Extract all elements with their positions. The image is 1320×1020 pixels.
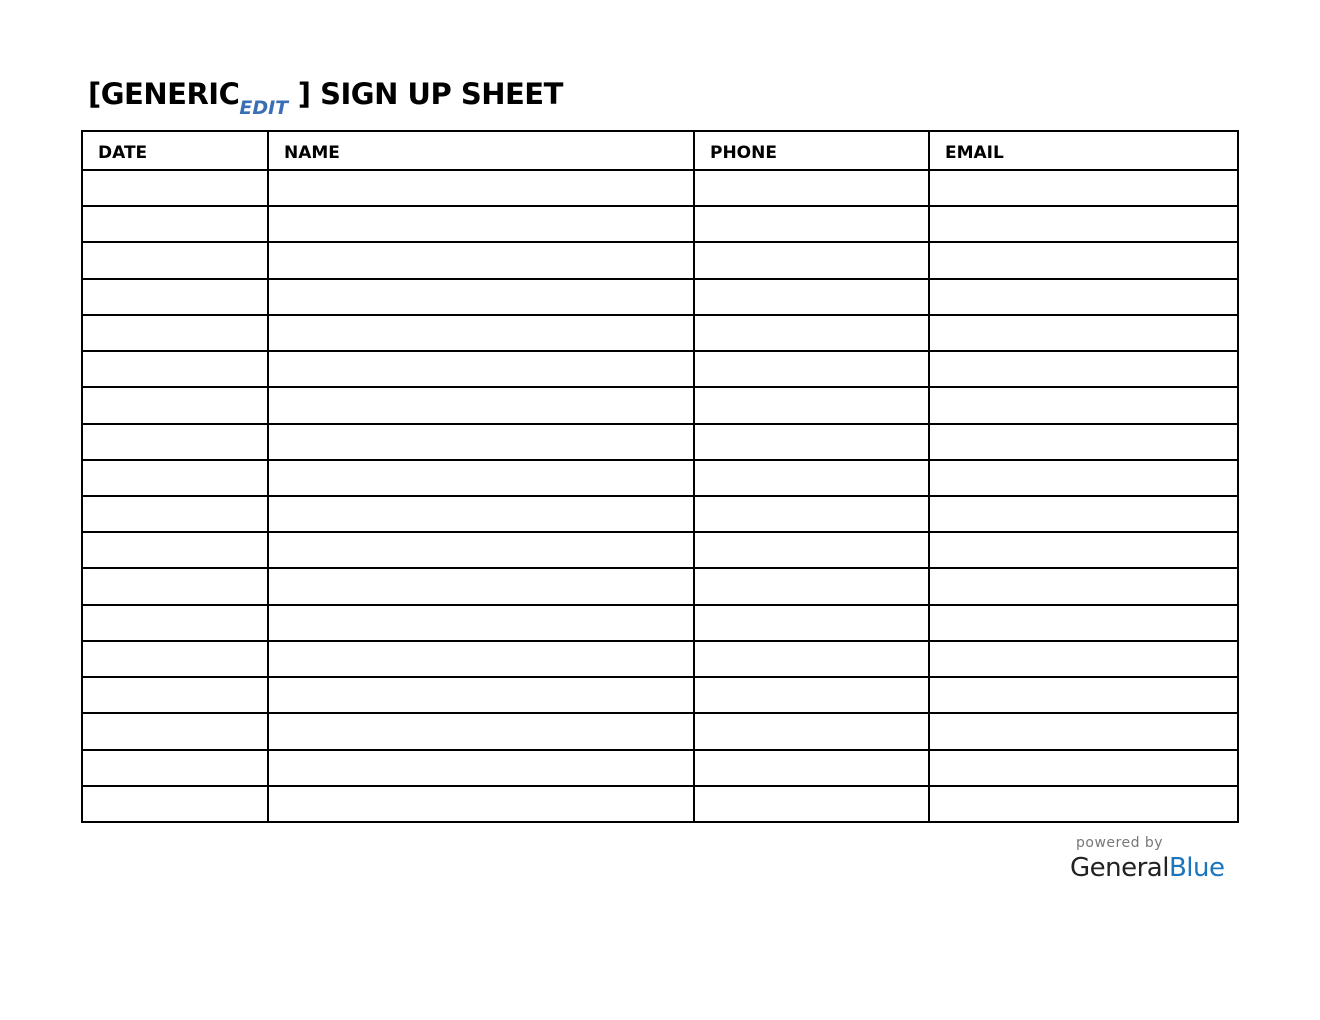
cell-phone[interactable]: [694, 460, 929, 496]
cell-date[interactable]: [82, 387, 268, 423]
column-header-name: NAME: [268, 131, 694, 170]
table-row: [82, 677, 1238, 713]
table-row: [82, 279, 1238, 315]
title-edit-tag: EDIT: [239, 97, 289, 119]
cell-date[interactable]: [82, 496, 268, 532]
title-prefix: [GENERIC: [88, 77, 240, 111]
cell-name[interactable]: [268, 605, 694, 641]
cell-date[interactable]: [82, 568, 268, 604]
column-header-email: EMAIL: [929, 131, 1238, 170]
cell-name[interactable]: [268, 387, 694, 423]
page-title: [88, 74, 563, 118]
cell-phone[interactable]: [694, 242, 929, 278]
cell-name[interactable]: [268, 786, 694, 822]
cell-email[interactable]: [929, 279, 1238, 315]
table-row: [82, 605, 1238, 641]
table-row: [82, 206, 1238, 242]
cell-phone[interactable]: [694, 496, 929, 532]
table-row: [82, 786, 1238, 822]
cell-name[interactable]: [268, 568, 694, 604]
cell-phone[interactable]: [694, 605, 929, 641]
cell-name[interactable]: [268, 315, 694, 351]
table-row: [82, 387, 1238, 423]
column-header-date: DATE: [82, 131, 268, 170]
cell-date[interactable]: [82, 351, 268, 387]
table-row: [82, 568, 1238, 604]
cell-email[interactable]: [929, 242, 1238, 278]
cell-email[interactable]: [929, 315, 1238, 351]
cell-phone[interactable]: [694, 532, 929, 568]
cell-date[interactable]: [82, 315, 268, 351]
cell-name[interactable]: [268, 496, 694, 532]
cell-email[interactable]: [929, 351, 1238, 387]
cell-phone[interactable]: [694, 170, 929, 206]
cell-email[interactable]: [929, 460, 1238, 496]
table-row: [82, 242, 1238, 278]
cell-name[interactable]: [268, 750, 694, 786]
cell-name[interactable]: [268, 351, 694, 387]
brand-logo: [1070, 853, 1225, 883]
cell-name[interactable]: [268, 424, 694, 460]
cell-date[interactable]: [82, 677, 268, 713]
table-row: [82, 460, 1238, 496]
cell-date[interactable]: [82, 170, 268, 206]
cell-phone[interactable]: [694, 351, 929, 387]
cell-email[interactable]: [929, 170, 1238, 206]
cell-email[interactable]: [929, 532, 1238, 568]
cell-name[interactable]: [268, 170, 694, 206]
column-header-phone: PHONE: [694, 131, 929, 170]
cell-email[interactable]: [929, 786, 1238, 822]
cell-date[interactable]: [82, 242, 268, 278]
cell-email[interactable]: [929, 750, 1238, 786]
title-suffix: ] SIGN UP SHEET: [288, 77, 563, 111]
cell-email[interactable]: [929, 677, 1238, 713]
cell-name[interactable]: [268, 460, 694, 496]
cell-name[interactable]: [268, 713, 694, 749]
powered-by-label: powered by: [1076, 835, 1164, 851]
cell-phone[interactable]: [694, 206, 929, 242]
table-body: [82, 170, 1238, 822]
table-row: [82, 713, 1238, 749]
table-row: [82, 750, 1238, 786]
table-row: [82, 315, 1238, 351]
cell-email[interactable]: [929, 641, 1238, 677]
brand-blue: Blue: [1168, 853, 1225, 883]
cell-email[interactable]: [929, 568, 1238, 604]
cell-date[interactable]: [82, 605, 268, 641]
cell-date[interactable]: [82, 460, 268, 496]
cell-phone[interactable]: [694, 387, 929, 423]
cell-email[interactable]: [929, 206, 1238, 242]
cell-email[interactable]: [929, 387, 1238, 423]
cell-phone[interactable]: [694, 750, 929, 786]
cell-phone[interactable]: [694, 315, 929, 351]
brand-general: General: [1070, 853, 1169, 883]
cell-phone[interactable]: [694, 424, 929, 460]
cell-date[interactable]: [82, 713, 268, 749]
table-row: [82, 424, 1238, 460]
table-row: [82, 532, 1238, 568]
cell-email[interactable]: [929, 496, 1238, 532]
cell-name[interactable]: [268, 641, 694, 677]
cell-date[interactable]: [82, 786, 268, 822]
cell-phone[interactable]: [694, 786, 929, 822]
table-row: [82, 170, 1238, 206]
cell-date[interactable]: [82, 279, 268, 315]
table-row: [82, 351, 1238, 387]
cell-email[interactable]: [929, 605, 1238, 641]
table-row: [82, 641, 1238, 677]
cell-phone[interactable]: [694, 677, 929, 713]
cell-name[interactable]: [268, 532, 694, 568]
cell-name[interactable]: [268, 206, 694, 242]
cell-email[interactable]: [929, 713, 1238, 749]
cell-date[interactable]: [82, 750, 268, 786]
cell-phone[interactable]: [694, 641, 929, 677]
cell-date[interactable]: [82, 424, 268, 460]
cell-date[interactable]: [82, 532, 268, 568]
signup-table: [81, 130, 1239, 823]
cell-phone[interactable]: [694, 279, 929, 315]
table-row: [82, 496, 1238, 532]
cell-name[interactable]: [268, 677, 694, 713]
cell-email[interactable]: [929, 424, 1238, 460]
cell-phone[interactable]: [694, 713, 929, 749]
cell-date[interactable]: [82, 206, 268, 242]
cell-name[interactable]: [268, 242, 694, 278]
table-header-row: [82, 131, 1238, 170]
cell-name[interactable]: [268, 279, 694, 315]
cell-phone[interactable]: [694, 568, 929, 604]
cell-date[interactable]: [82, 641, 268, 677]
